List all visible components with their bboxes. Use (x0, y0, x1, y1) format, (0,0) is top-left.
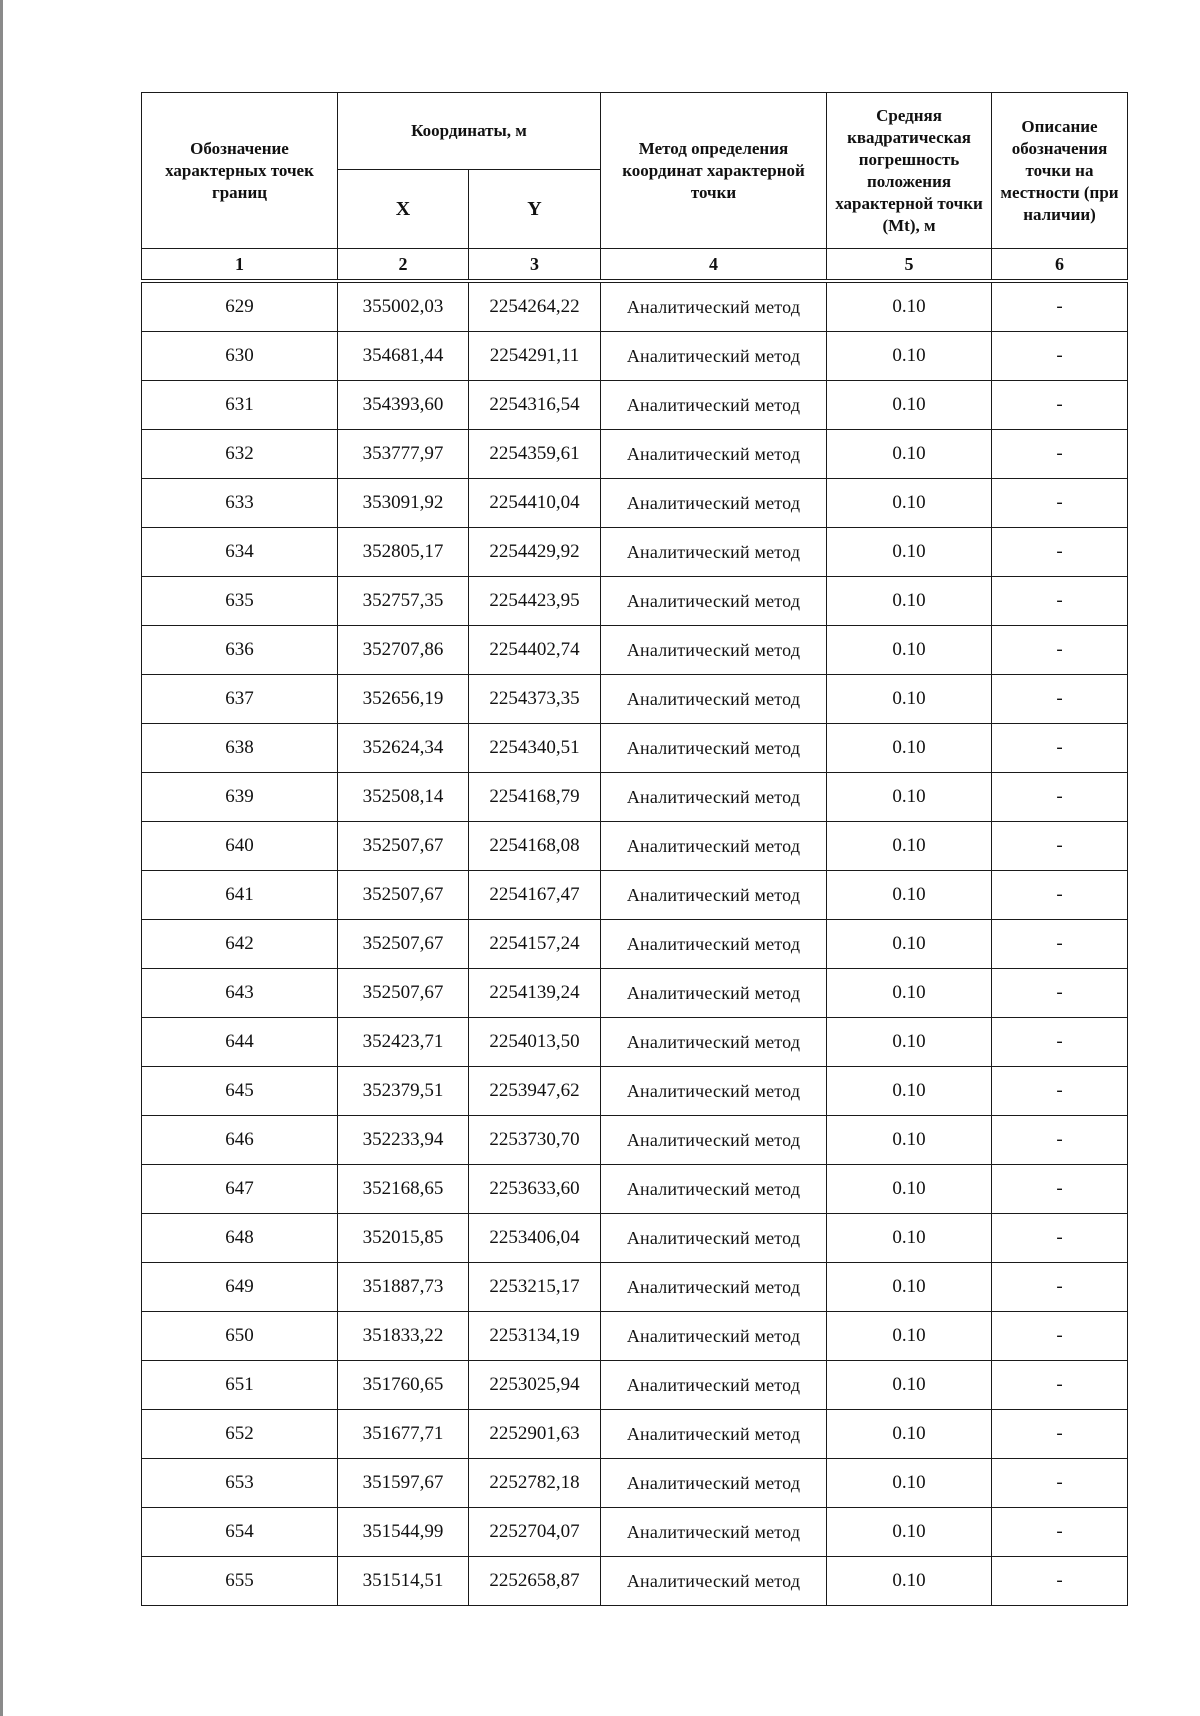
cell-error: 0.10 (827, 1361, 992, 1410)
header-x: X (338, 170, 469, 249)
cell-error: 0.10 (827, 281, 992, 332)
cell-y: 2254429,92 (469, 528, 601, 577)
table-row (142, 626, 1128, 675)
cell-point: 651 (142, 1361, 338, 1410)
cell-y: 2254168,08 (469, 822, 601, 871)
cell-method: Аналитический метод (601, 1214, 827, 1263)
cell-error: 0.10 (827, 969, 992, 1018)
cell-y: 2252901,63 (469, 1410, 601, 1459)
cell-description: - (992, 528, 1128, 577)
cell-description: - (992, 1312, 1128, 1361)
cell-point: 653 (142, 1459, 338, 1508)
cell-y: 2254157,24 (469, 920, 601, 969)
cell-x: 351677,71 (338, 1410, 469, 1459)
cell-x: 351833,22 (338, 1312, 469, 1361)
cell-y: 2254291,11 (469, 332, 601, 381)
cell-y: 2252704,07 (469, 1508, 601, 1557)
cell-y: 2252782,18 (469, 1459, 601, 1508)
cell-error: 0.10 (827, 1116, 992, 1165)
cell-x: 352423,71 (338, 1018, 469, 1067)
cell-x: 352507,67 (338, 969, 469, 1018)
cell-point: 650 (142, 1312, 338, 1361)
cell-method: Аналитический метод (601, 1116, 827, 1165)
table-row (142, 281, 1128, 332)
cell-error: 0.10 (827, 430, 992, 479)
cell-point: 642 (142, 920, 338, 969)
cell-x: 355002,03 (338, 281, 469, 332)
cell-method: Аналитический метод (601, 1067, 827, 1116)
cell-method: Аналитический метод (601, 281, 827, 332)
cell-x: 352656,19 (338, 675, 469, 724)
cell-description: - (992, 1018, 1128, 1067)
header-description: Описание обозначения точки на местности (при наличии) (992, 93, 1128, 249)
table-header (142, 93, 1128, 282)
table-row (142, 1116, 1128, 1165)
cell-description: - (992, 430, 1128, 479)
cell-x: 351514,51 (338, 1557, 469, 1606)
cell-y: 2254359,61 (469, 430, 601, 479)
cell-method: Аналитический метод (601, 773, 827, 822)
cell-x: 352233,94 (338, 1116, 469, 1165)
cell-x: 352707,86 (338, 626, 469, 675)
cell-method: Аналитический метод (601, 430, 827, 479)
table-body (142, 281, 1128, 1606)
cell-point: 640 (142, 822, 338, 871)
cell-y: 2254168,79 (469, 773, 601, 822)
cell-method: Аналитический метод (601, 1312, 827, 1361)
cell-error: 0.10 (827, 1312, 992, 1361)
cell-y: 2253134,19 (469, 1312, 601, 1361)
cell-y: 2253947,62 (469, 1067, 601, 1116)
table-row (142, 773, 1128, 822)
cell-point: 649 (142, 1263, 338, 1312)
cell-description: - (992, 332, 1128, 381)
table-row (142, 430, 1128, 479)
table-row (142, 920, 1128, 969)
cell-point: 643 (142, 969, 338, 1018)
cell-description: - (992, 577, 1128, 626)
cell-description: - (992, 381, 1128, 430)
cell-x: 352805,17 (338, 528, 469, 577)
column-numbers-row (142, 249, 1128, 282)
cell-description: - (992, 675, 1128, 724)
table-row (142, 1361, 1128, 1410)
cell-method: Аналитический метод (601, 1557, 827, 1606)
cell-point: 636 (142, 626, 338, 675)
column-number: 3 (469, 249, 601, 282)
header-y: Y (469, 170, 601, 249)
cell-x: 352379,51 (338, 1067, 469, 1116)
cell-method: Аналитический метод (601, 1508, 827, 1557)
document-page (141, 92, 1127, 1606)
cell-y: 2254340,51 (469, 724, 601, 773)
column-number: 5 (827, 249, 992, 282)
cell-x: 354681,44 (338, 332, 469, 381)
cell-error: 0.10 (827, 1067, 992, 1116)
cell-x: 352757,35 (338, 577, 469, 626)
table-row (142, 822, 1128, 871)
cell-point: 645 (142, 1067, 338, 1116)
cell-error: 0.10 (827, 1018, 992, 1067)
cell-x: 352508,14 (338, 773, 469, 822)
cell-description: - (992, 1067, 1128, 1116)
cell-point: 638 (142, 724, 338, 773)
cell-point: 639 (142, 773, 338, 822)
cell-description: - (992, 1557, 1128, 1606)
cell-y: 2254402,74 (469, 626, 601, 675)
table-row (142, 1410, 1128, 1459)
cell-y: 2253215,17 (469, 1263, 601, 1312)
cell-description: - (992, 1263, 1128, 1312)
cell-point: 641 (142, 871, 338, 920)
cell-method: Аналитический метод (601, 1361, 827, 1410)
cell-method: Аналитический метод (601, 528, 827, 577)
cell-method: Аналитический метод (601, 577, 827, 626)
cell-point: 644 (142, 1018, 338, 1067)
cell-point: 647 (142, 1165, 338, 1214)
cell-description: - (992, 1165, 1128, 1214)
cell-point: 635 (142, 577, 338, 626)
cell-y: 2253406,04 (469, 1214, 601, 1263)
cell-method: Аналитический метод (601, 920, 827, 969)
cell-x: 352507,67 (338, 822, 469, 871)
table-row (142, 479, 1128, 528)
cell-error: 0.10 (827, 675, 992, 724)
cell-point: 654 (142, 1508, 338, 1557)
column-number: 6 (992, 249, 1128, 282)
table-row (142, 528, 1128, 577)
cell-method: Аналитический метод (601, 822, 827, 871)
cell-method: Аналитический метод (601, 1018, 827, 1067)
cell-description: - (992, 1410, 1128, 1459)
header-coords: Координаты, м (338, 93, 601, 170)
cell-method: Аналитический метод (601, 1165, 827, 1214)
cell-point: 648 (142, 1214, 338, 1263)
cell-description: - (992, 1459, 1128, 1508)
table-row (142, 724, 1128, 773)
cell-error: 0.10 (827, 626, 992, 675)
cell-method: Аналитический метод (601, 479, 827, 528)
cell-y: 2253025,94 (469, 1361, 601, 1410)
table-row (142, 675, 1128, 724)
cell-y: 2254373,35 (469, 675, 601, 724)
cell-y: 2252658,87 (469, 1557, 601, 1606)
cell-error: 0.10 (827, 1165, 992, 1214)
cell-method: Аналитический метод (601, 381, 827, 430)
cell-x: 352168,65 (338, 1165, 469, 1214)
cell-y: 2254013,50 (469, 1018, 601, 1067)
cell-method: Аналитический метод (601, 724, 827, 773)
table-row (142, 1214, 1128, 1263)
cell-error: 0.10 (827, 724, 992, 773)
column-number: 1 (142, 249, 338, 282)
table-row (142, 871, 1128, 920)
cell-method: Аналитический метод (601, 1459, 827, 1508)
page-edge (0, 0, 3, 1716)
cell-error: 0.10 (827, 773, 992, 822)
cell-y: 2253633,60 (469, 1165, 601, 1214)
cell-error: 0.10 (827, 822, 992, 871)
cell-x: 352015,85 (338, 1214, 469, 1263)
header-error: Средняя квадратическая погрешность положения характерной точки (Mt), м (827, 93, 992, 249)
cell-x: 354393,60 (338, 381, 469, 430)
cell-point: 634 (142, 528, 338, 577)
table-row (142, 332, 1128, 381)
cell-error: 0.10 (827, 1410, 992, 1459)
cell-description: - (992, 724, 1128, 773)
cell-error: 0.10 (827, 381, 992, 430)
cell-method: Аналитический метод (601, 1410, 827, 1459)
cell-y: 2253730,70 (469, 1116, 601, 1165)
cell-error: 0.10 (827, 1263, 992, 1312)
table-row (142, 1067, 1128, 1116)
table-row (142, 577, 1128, 626)
cell-point: 629 (142, 281, 338, 332)
cell-y: 2254167,47 (469, 871, 601, 920)
cell-method: Аналитический метод (601, 675, 827, 724)
cell-x: 351887,73 (338, 1263, 469, 1312)
table-row (142, 1263, 1128, 1312)
cell-point: 633 (142, 479, 338, 528)
column-number: 4 (601, 249, 827, 282)
cell-method: Аналитический метод (601, 871, 827, 920)
cell-error: 0.10 (827, 1214, 992, 1263)
cell-error: 0.10 (827, 479, 992, 528)
cell-description: - (992, 1361, 1128, 1410)
table-row (142, 381, 1128, 430)
cell-x: 352507,67 (338, 871, 469, 920)
cell-description: - (992, 871, 1128, 920)
cell-description: - (992, 1508, 1128, 1557)
coordinates-table (141, 92, 1128, 1606)
cell-method: Аналитический метод (601, 332, 827, 381)
cell-y: 2254139,24 (469, 969, 601, 1018)
cell-error: 0.10 (827, 920, 992, 969)
cell-description: - (992, 281, 1128, 332)
header-method: Метод определения координат характерной точки (601, 93, 827, 249)
header-point: Обозначение характерных точек границ (142, 93, 338, 249)
cell-x: 352624,34 (338, 724, 469, 773)
cell-description: - (992, 969, 1128, 1018)
table-row (142, 969, 1128, 1018)
cell-y: 2254410,04 (469, 479, 601, 528)
column-number: 2 (338, 249, 469, 282)
cell-description: - (992, 626, 1128, 675)
table-row (142, 1165, 1128, 1214)
cell-point: 630 (142, 332, 338, 381)
cell-description: - (992, 1116, 1128, 1165)
cell-x: 353777,97 (338, 430, 469, 479)
cell-y: 2254264,22 (469, 281, 601, 332)
cell-y: 2254316,54 (469, 381, 601, 430)
cell-description: - (992, 822, 1128, 871)
cell-description: - (992, 1214, 1128, 1263)
table-row (142, 1312, 1128, 1361)
cell-point: 655 (142, 1557, 338, 1606)
cell-error: 0.10 (827, 1459, 992, 1508)
cell-error: 0.10 (827, 577, 992, 626)
cell-x: 351760,65 (338, 1361, 469, 1410)
cell-y: 2254423,95 (469, 577, 601, 626)
cell-error: 0.10 (827, 332, 992, 381)
cell-x: 351544,99 (338, 1508, 469, 1557)
cell-description: - (992, 479, 1128, 528)
cell-x: 352507,67 (338, 920, 469, 969)
cell-point: 632 (142, 430, 338, 479)
cell-point: 637 (142, 675, 338, 724)
cell-method: Аналитический метод (601, 969, 827, 1018)
table-row (142, 1018, 1128, 1067)
table-row (142, 1508, 1128, 1557)
cell-method: Аналитический метод (601, 626, 827, 675)
cell-error: 0.10 (827, 871, 992, 920)
cell-error: 0.10 (827, 1508, 992, 1557)
cell-point: 646 (142, 1116, 338, 1165)
cell-x: 353091,92 (338, 479, 469, 528)
cell-description: - (992, 920, 1128, 969)
cell-point: 631 (142, 381, 338, 430)
cell-error: 0.10 (827, 1557, 992, 1606)
cell-error: 0.10 (827, 528, 992, 577)
table-row (142, 1459, 1128, 1508)
cell-x: 351597,67 (338, 1459, 469, 1508)
cell-method: Аналитический метод (601, 1263, 827, 1312)
table-row (142, 1557, 1128, 1606)
cell-description: - (992, 773, 1128, 822)
cell-point: 652 (142, 1410, 338, 1459)
